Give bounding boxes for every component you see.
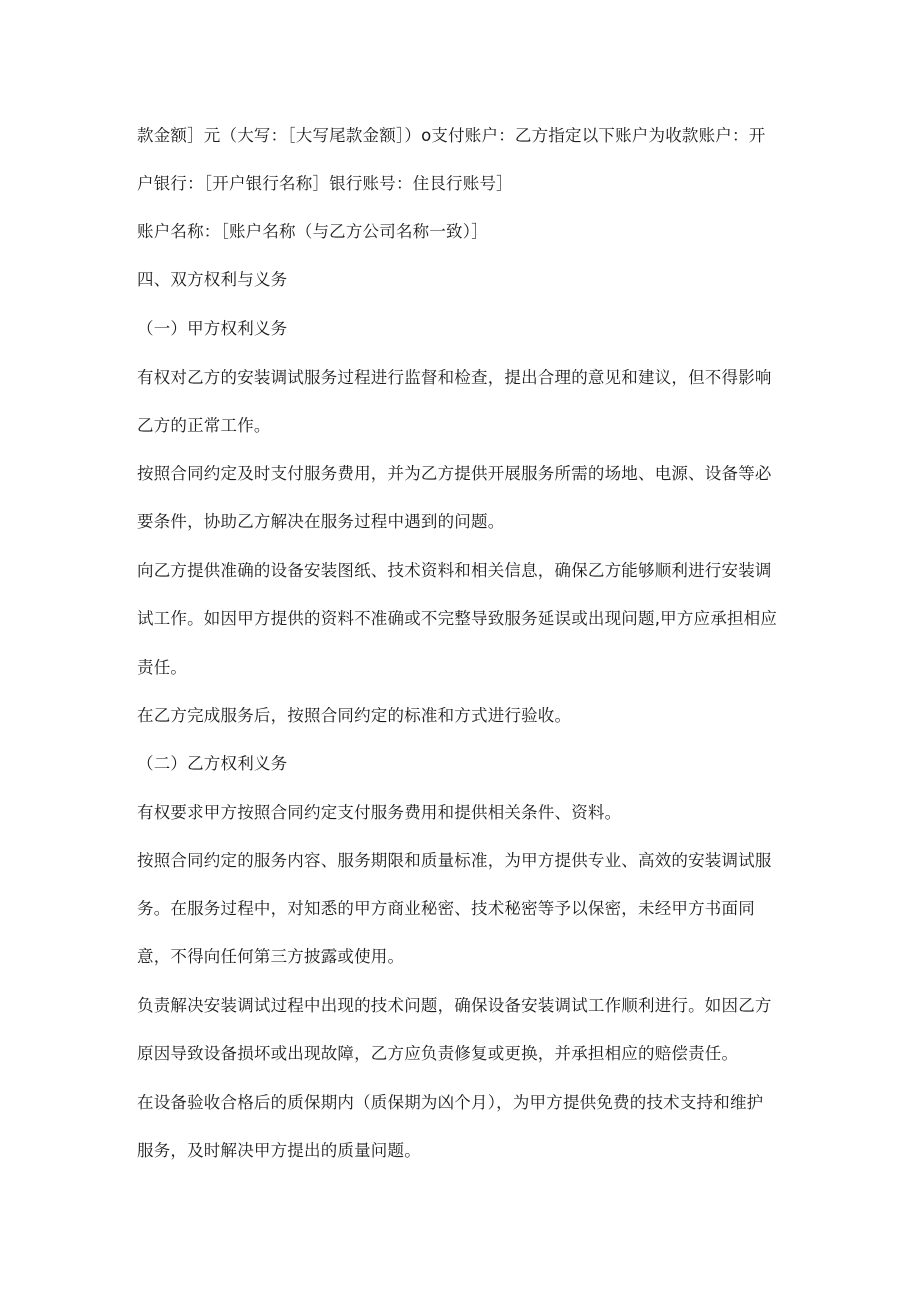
text-line: 责任。 bbox=[137, 658, 188, 677]
text-line: 要条件，协助乙方解决在服务过程中遇到的问题。 bbox=[137, 512, 505, 531]
text-line: 按照合同约定及时支付服务费用，并为乙方提供开展服务所需的场地、电源、设备等必 bbox=[137, 464, 772, 483]
subsection-heading: （二）乙方权利义务 bbox=[137, 754, 288, 773]
text-line: 有权对乙方的安装调试服务过程进行监督和检查，提出合理的意见和建议，但不得影响 bbox=[137, 368, 772, 387]
text-line: 户银行：［开户银行名称］银行账号：住艮行账号］ bbox=[137, 174, 513, 193]
text-line: 乙方的正常工作。 bbox=[137, 416, 271, 435]
text-line: 款金额］元（大写：［大写尾款金额］）o支付账户：乙方指定以下账户为收款账户：开 bbox=[137, 126, 766, 145]
section-heading: 四、双方权利与义务 bbox=[137, 270, 288, 289]
text-line: 在设备验收合格后的质保期内（质保期为凶个月），为甲方提供免费的技术支持和维护 bbox=[137, 1093, 764, 1112]
text-line: 在乙方完成服务后，按照合同约定的标准和方式进行验收。 bbox=[137, 706, 572, 725]
text-line: 务。在服务过程中，对知悉的甲方商业秘密、技术秘密等予以保密，未经甲方书面同 bbox=[137, 899, 755, 918]
text-line: 向乙方提供准确的设备安装图纸、技术资料和相关信息，确保乙方能够顺利进行安装调 bbox=[137, 561, 772, 580]
text-line: 账户名称：［账户名称（与乙方公司名称一致）］ bbox=[137, 222, 488, 241]
text-line: 有权要求甲方按照合同约定支付服务费用和提供相关条件、资料。 bbox=[137, 803, 622, 822]
text-line: 服务，及时解决甲方提出的质量问题。 bbox=[137, 1141, 421, 1160]
text-line: 按照合同约定的服务内容、服务期限和质量标准，为甲方提供专业、高效的安装调试服 bbox=[137, 851, 772, 870]
text-line: 负责解决安装调试过程中出现的技术问题，确保设备安装调试工作顺利进行。如因乙方 bbox=[137, 996, 772, 1015]
text-line: 原因导致设备损坏或出现故障，乙方应负责修复或更换，并承担相应的赔偿责任。 bbox=[137, 1044, 739, 1063]
subsection-heading: （一）甲方权利义务 bbox=[137, 319, 288, 338]
text-line: 试工作。如因甲方提供的资料不准确或不完整导致服务延误或出现问题,甲方应承担相应 bbox=[137, 609, 778, 628]
text-line: 意，不得向任何第三方披露或使用。 bbox=[137, 947, 405, 966]
